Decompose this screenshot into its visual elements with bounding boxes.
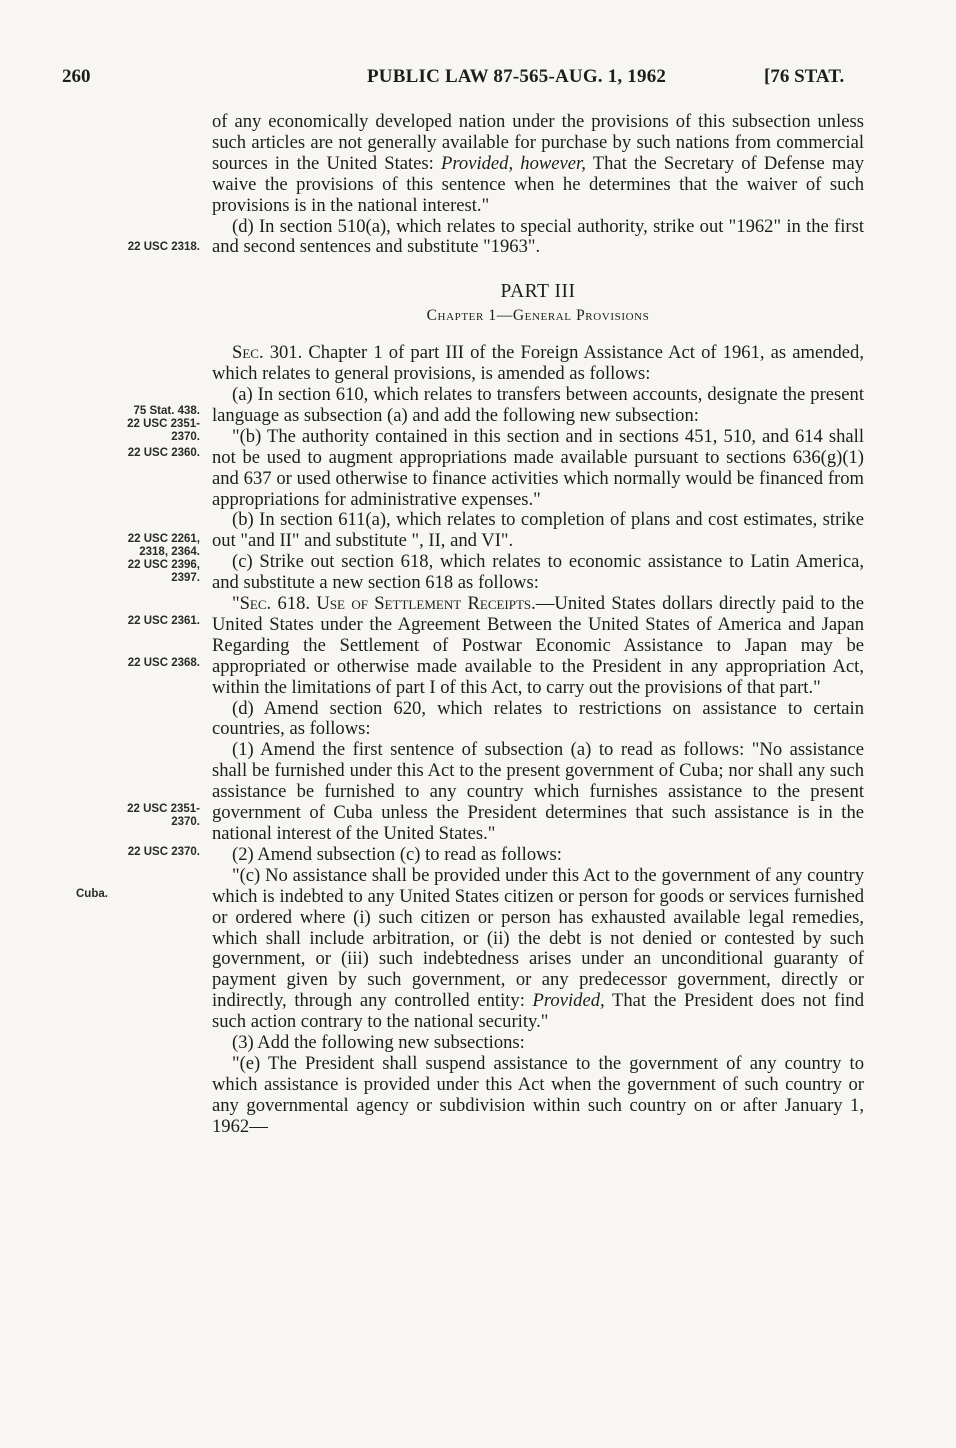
paragraph: (d) In section 510(a), which relates to special authority, strike out "1962" in the first and second sentences and substitute "1963".: [212, 215, 864, 258]
paragraph: (d) Amend section 620, which relates to restrictions on assistance to certain countries, as follows:: [212, 697, 864, 740]
quoted-paragraph: "(c) No assistance shall be provided under this Act to the government of any country which is indebted to any United States citizen or person for goods or services furnished or ordered where (i) such citizen or person has exhausted available legal remedies, which shall include arbitration, or (ii) the debt is not denied or contested by such government, or (iii) such indebtedness arises under an unconditional guaranty of payment given by such government, or any predecessor government, directly or indirectly, through any controlled entity: Provided, That the President does not find such action contrary to the national security.": [212, 864, 864, 1033]
margin-citation: 22 USC 2261, 2318, 2364. 22 USC 2396, 2397.: [127, 533, 200, 584]
page-number: 260: [62, 66, 91, 87]
section-paragraph: Sec. 301. Chapter 1 of part III of the Foreign Assistance Act of 1961, as amended, which relates to general provisions, is amended as follows:: [212, 342, 864, 385]
margin-citation: 22 USC 2370.: [127, 846, 200, 858]
margin-citation: 75 Stat. 438. 22 USC 2351- 2370.: [127, 405, 200, 443]
paragraph: (1) Amend the first sentence of subsection (a) to read as follows: "No assistance shall be furnished under this Act to the present government of Cuba; nor shall any such assistance be furnished to any country which furnishes assistance to the present government of Cuba unless the President determines that such assistance is in the national interest of the United States.": [212, 739, 864, 844]
margin-citation: 22 USC 2360.: [127, 447, 200, 459]
part-title: PART III: [500, 281, 576, 303]
paragraph: (c) Strike out section 618, which relates to economic assistance to Latin America, and substitute a new section 618 as follows:: [212, 551, 864, 594]
quoted-paragraph: "Sec. 618. Use of Settlement Receipts.—United States dollars directly paid to the United States under the Agreement Between the United States of America and Japan Regarding the Settlement of Postwar Economic Assistance to Japan may be appropriated or otherwise made available to the President in any appropriation Act, within the limitations of part I of this Act, to carry out the provisions of that part.": [212, 593, 864, 698]
paragraph: of any economically developed nation under the provisions of this subsection unless such articles are not generally available for purchase by such nations from commercial sources in the United States: Provided, however, That the Secretary of Defense may waive the provisions of this sentence when he determines that the waiver of such provisions is in the national interest.": [212, 111, 865, 216]
margin-citation: 22 USC 2368.: [127, 657, 200, 669]
quoted-paragraph: "(b) The authority contained in this section and in sections 451, 510, and 614 shall not be used to augment appropriations made available pursuant to sections 636(g)(1) and 637 or used otherwise to finance activities which normally would be financed from appropriations for administrative expenses.": [212, 425, 864, 510]
paragraph: (a) In section 610, which relates to transfers between accounts, designate the present language as subsection (a) and add the following new subsection:: [212, 383, 864, 426]
chapter-title: Chapter 1—General Provisions: [426, 307, 650, 325]
margin-subject-note: Cuba.: [76, 888, 108, 900]
margin-citation: 22 USC 2318.: [127, 241, 200, 253]
margin-citation: 22 USC 2351- 2370.: [127, 803, 200, 828]
paragraph: (3) Add the following new subsections:: [232, 1032, 525, 1054]
document-body: [212, 112, 864, 1138]
running-head: PUBLIC LAW 87-565-AUG. 1, 1962: [367, 66, 667, 87]
margin-citation: 22 USC 2361.: [127, 615, 200, 627]
quoted-paragraph: "(e) The President shall suspend assistance to the government of any country to which assistance is provided under this Act when the government of such country or any governmental agency or subdivision within such country on or after January 1, 1962—: [212, 1052, 864, 1137]
volume-reference: [76 STAT.: [764, 66, 845, 87]
paragraph: (2) Amend subsection (c) to read as follows:: [232, 843, 562, 865]
page-header: [0, 66, 956, 92]
paragraph: (b) In section 611(a), which relates to completion of plans and cost estimates, strike out "and II" and substitute ", II, and VI".: [212, 509, 864, 552]
